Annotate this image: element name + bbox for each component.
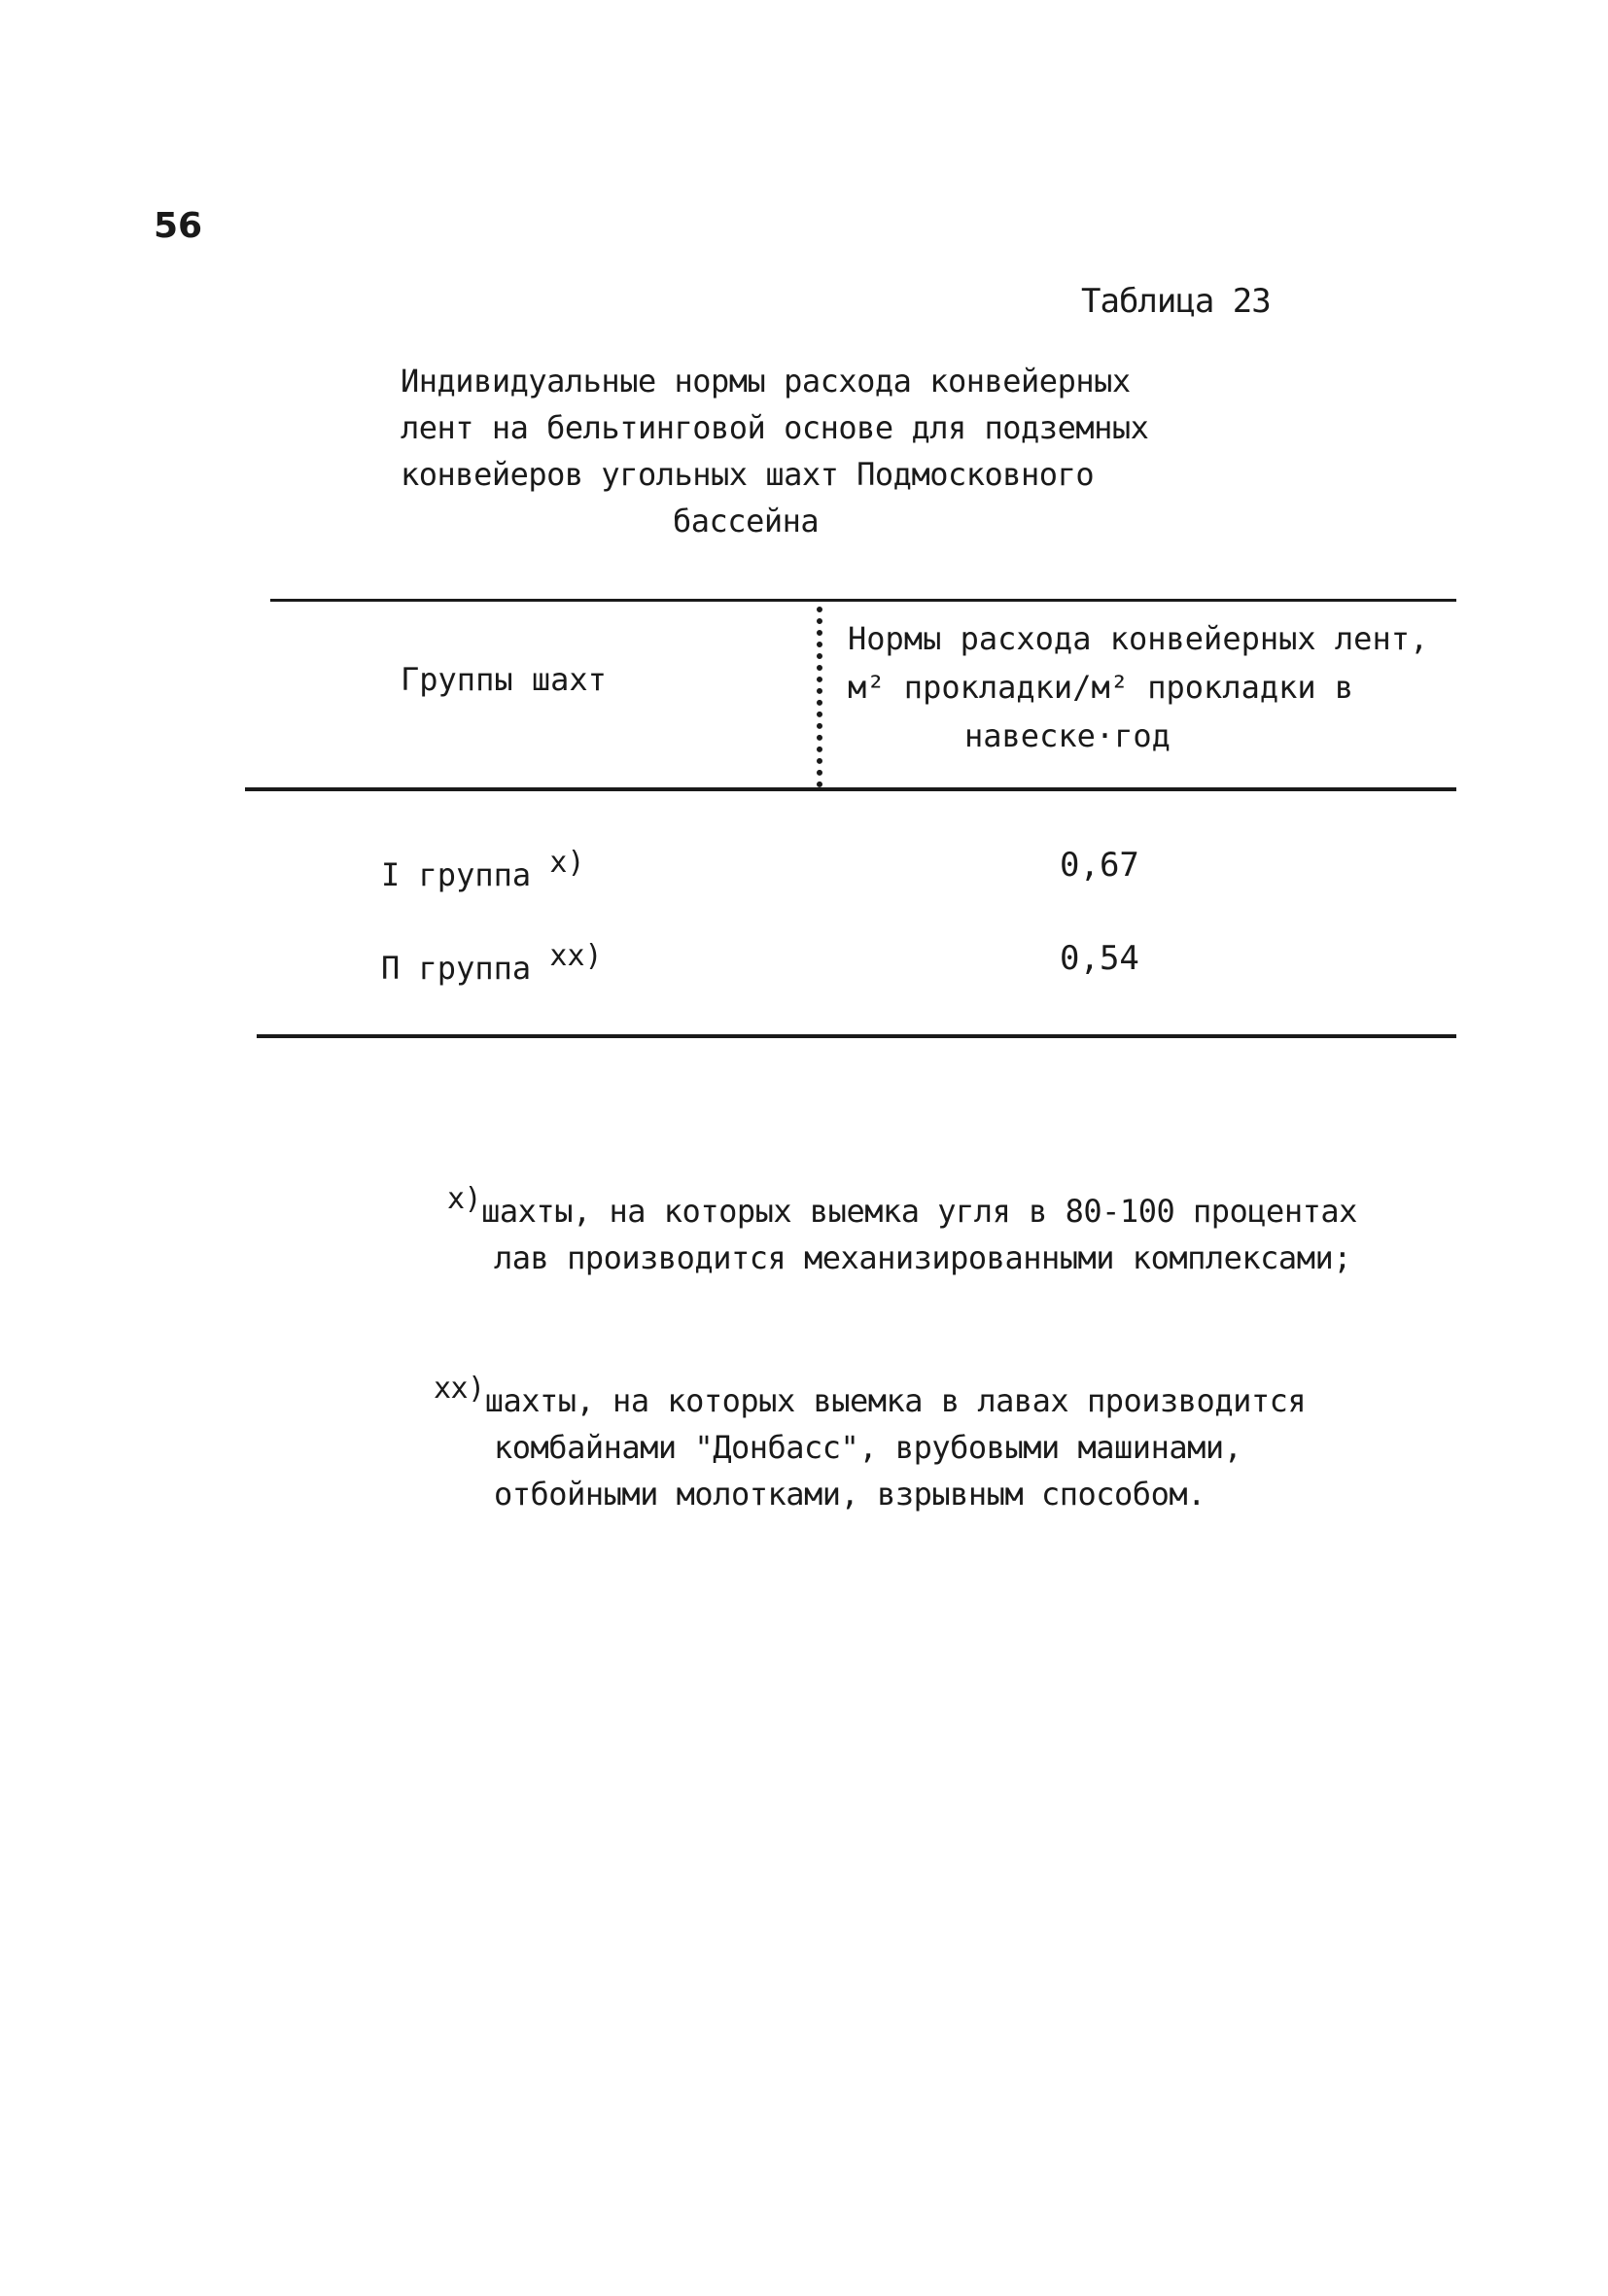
caption-line: лент на бельтинговой основе для подземных <box>401 409 1149 446</box>
column-separator <box>817 607 822 787</box>
table-bottom-rule <box>257 1034 1456 1038</box>
footnote-mark: xx) <box>434 1372 485 1406</box>
table-label: Таблица 23 <box>1081 282 1271 321</box>
table-header-rule <box>245 787 1456 791</box>
header-norms-line: навеске·год <box>964 717 1171 754</box>
table-row-value: 0,67 <box>1060 846 1139 885</box>
caption-line: конвейеров угольных шахт Подмосковного <box>401 456 1095 493</box>
page-number: 56 <box>154 206 203 246</box>
table-top-rule <box>270 599 1456 602</box>
footnote-line: отбойными молотками, взрывным способом. <box>494 1476 1206 1513</box>
header-group-column: Группы шахт <box>401 661 607 698</box>
footnote-line: лав производится механизированными комплексами; <box>494 1239 1351 1276</box>
caption-line: бассейна <box>673 503 820 539</box>
table-caption <box>401 358 1256 544</box>
row-group-name: I группа <box>381 856 532 893</box>
table-row-label <box>381 846 585 893</box>
header-norms-line: Нормы расхода конвейерных лент, <box>848 620 1429 657</box>
table-row-value: 0,54 <box>1060 939 1139 978</box>
footnote-2 <box>434 1366 1306 1517</box>
header-norms-column <box>848 614 1470 760</box>
footnote-1 <box>447 1176 1357 1281</box>
footnote-line: комбайнами "Донбасс", врубовыми машинами, <box>494 1429 1242 1466</box>
footnote-mark: x) <box>447 1182 482 1216</box>
row-group-name: П группа <box>381 950 532 987</box>
table-row-label <box>381 939 603 987</box>
footnote-text: шахты, на которых выемка угля в 80-100 процентах <box>481 1193 1357 1230</box>
footnote-text: шахты, на которых выемка в лавах производится <box>484 1382 1307 1419</box>
footnote-line <box>434 1366 1306 1424</box>
caption-line: Индивидуальные нормы расхода конвейерных <box>401 363 1131 400</box>
row-footnote-mark: xx) <box>549 939 603 973</box>
row-footnote-mark: x) <box>549 846 585 880</box>
header-norms-line: м² прокладки/м² прокладки в <box>848 669 1354 706</box>
footnote-line <box>447 1176 1357 1235</box>
